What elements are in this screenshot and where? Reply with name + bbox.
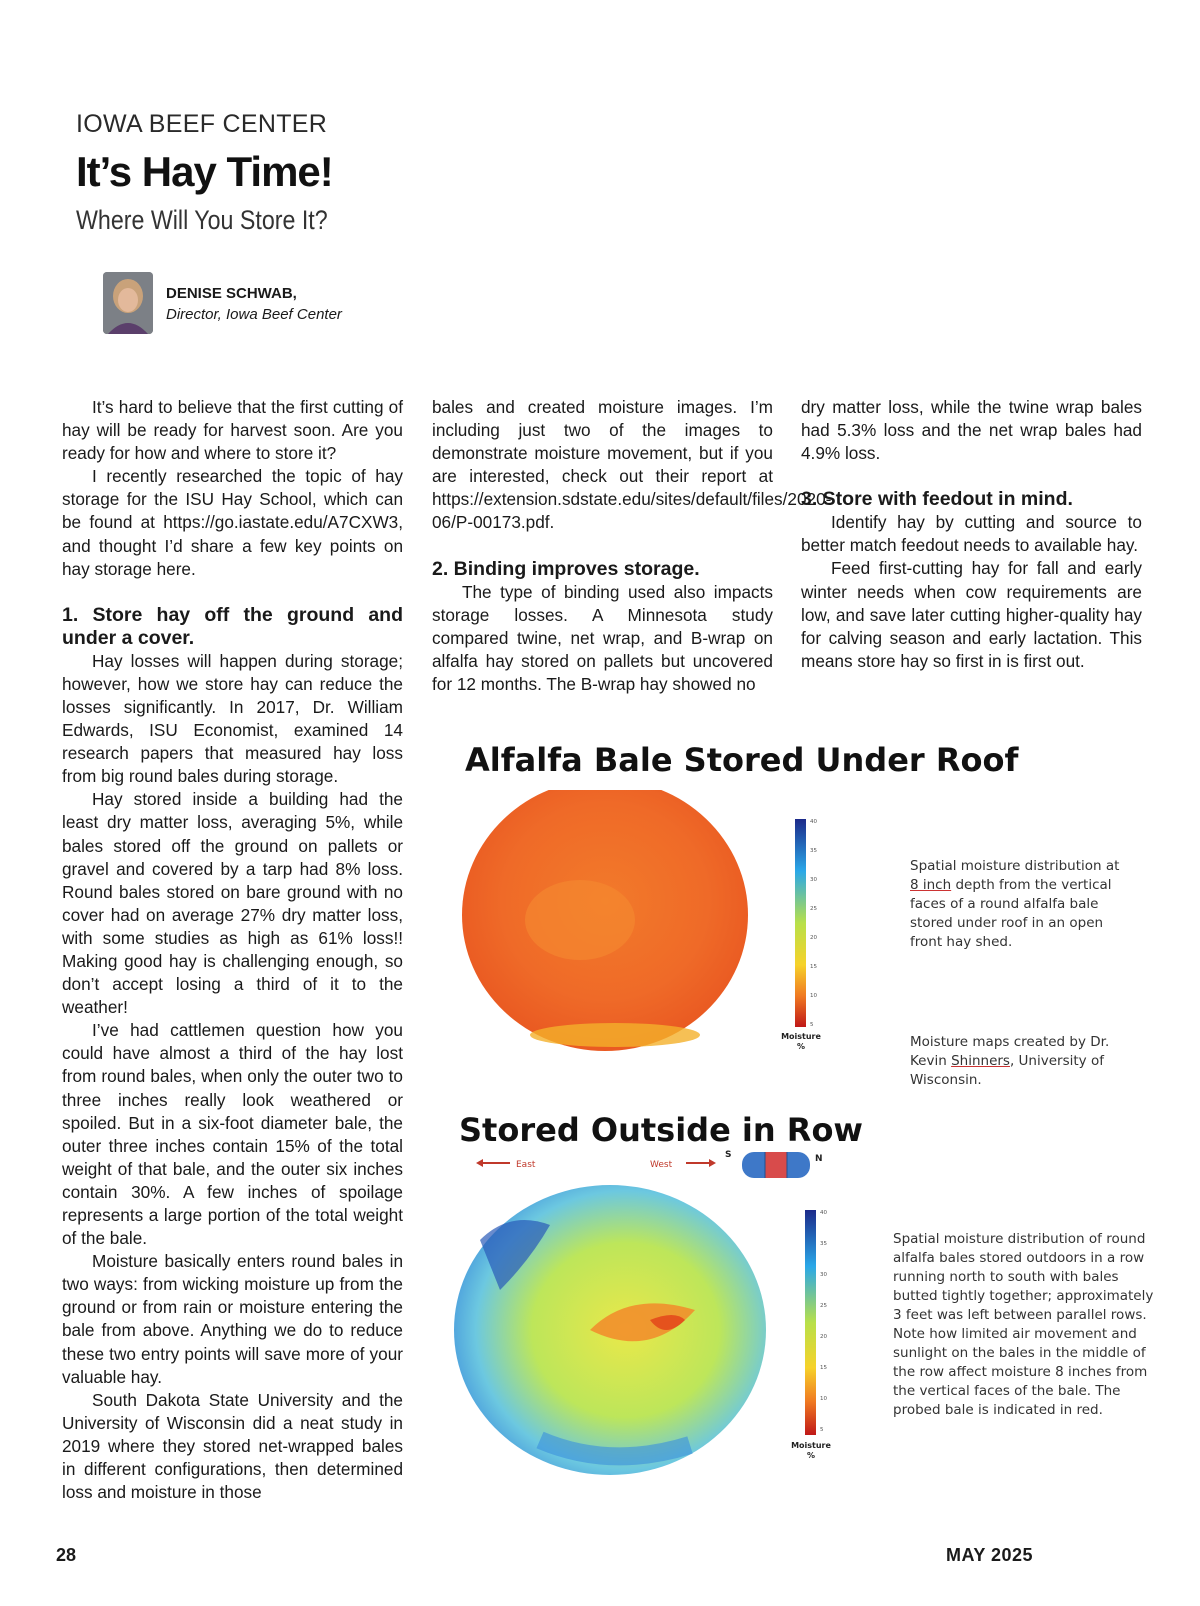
bale-row-icon [742, 1150, 810, 1178]
east-label: East [516, 1160, 536, 1170]
figure-1-title: Alfalfa Bale Stored Under Roof [465, 741, 1019, 779]
section-heading-1: 1. Store hay off the ground and under a cover. [62, 603, 403, 649]
scale-unit: % [796, 1042, 806, 1051]
scale-unit: % [806, 1451, 816, 1460]
paragraph: Hay stored inside a building had the least dry matter loss, averaging 5%, while bales stored off the ground on pallets or gravel and covered by a tarp had 8% loss. Round bales stored on bare ground with no cover had on average 27% dry matter loss, with some studies as high as 61% loss!! Making good hay is challenging enough, so don’t accept losing a third of it to the weather! [62, 789, 403, 1018]
page-number: 28 [56, 1545, 77, 1565]
north-label: N [815, 1154, 823, 1164]
paragraph: The type of binding used also impacts storage losses. A Minnesota study compared twine, net wrap, and B-wrap on alfalfa hay stored on pallets but uncovered for 12 months. The B-wrap hay showed no [432, 581, 773, 694]
moisture-scale-bar [805, 1210, 816, 1435]
figure-2-caption: Spatial moisture distribution of round alfalfa bales stored outdoors in a row running north to south with bales butted tightly together; approximately 3 feet was left between parallel rows. Note how limited air movement and sunlight on the bales in the middle of the row affect moisture 8 inches from the vertical faces of the bale. The probed bale is indicated in red. [893, 1231, 1154, 1418]
article-title: It’s Hay Time! [76, 148, 333, 195]
scale-tick: 15 [810, 964, 817, 970]
scale-tick: 35 [810, 848, 817, 854]
scale-tick: 10 [820, 1396, 827, 1402]
paragraph: Moisture basically enters round bales in two ways: from wicking moisture up from the ground or from rain or moisture entering the bale from above. Anything we do to reduce these two entry points will save more of your valuable hay. [62, 1251, 403, 1387]
paragraph: Hay losses will happen during storage; however, how we store hay can reduce the losses significantly. In 2017, Dr. William Edwards, ISU Economist, examined 14 research papers that measured hay loss from big round bales during storage. [62, 650, 403, 787]
scale-tick: 5 [820, 1427, 824, 1433]
scale-tick: 40 [810, 819, 817, 825]
scale-tick: 35 [820, 1241, 827, 1247]
figure-2-title: Stored Outside in Row [459, 1111, 863, 1149]
paragraph: I’ve had cattlemen question how you could have almost a third of the hay lost from round bales, when only the outer two to three inches really look weathered or spoiled. But in a six-foot diameter bale, the outer three inches contain 15% of the total weight of that bale, and the outer six inches contain 30%. A few inches of spoilage represents a large portion of the total weight of the bale. [62, 1020, 403, 1249]
scale-label: Moisture [791, 1441, 831, 1450]
scale-tick: 30 [820, 1272, 827, 1278]
scale-tick: 30 [810, 877, 817, 883]
scale-tick: 20 [820, 1334, 827, 1340]
article-column-3 [801, 396, 1142, 673]
paragraph: dry matter loss, while the twine wrap bales had 5.3% loss and the net wrap bales had 4.9% loss. [801, 397, 1142, 464]
paragraph: South Dakota State University and the University of Wisconsin did a neat study in 2019 where they stored net-wrapped bales in different configurations, then determined loss and moisture in those [62, 1389, 403, 1503]
figure-1-caption: Spatial moisture distribution at 8 inch depth from the vertical faces of a round alfalfa bale stored under roof in an open front hay shed. [910, 858, 1120, 950]
section-heading-2: 2. Binding improves storage. [432, 557, 700, 580]
paragraph: bales and created moisture images. I’m including just two of the images to demonstrate moisture movement, but if you are interested, check out their report at https://extension.sdstate.edu/sites/default/files/2020-06/P-00173.pdf. [432, 397, 832, 533]
paragraph: It’s hard to believe that the first cutting of hay will be ready for harvest soon. Are you ready for how and where to store it? [62, 397, 403, 464]
paragraph: I recently researched the topic of hay storage for the ISU Hay School, which can be found at https://go.iastate.edu/A7CXW3, and thought I’d share a few key points on hay storage here. [62, 466, 403, 579]
scale-tick: 15 [820, 1365, 827, 1371]
author-name: DENISE SCHWAB, [166, 285, 297, 302]
author-photo [103, 272, 153, 334]
figure-1-moisture-map [460, 790, 880, 1080]
scale-tick: 20 [810, 935, 817, 941]
article-column-2 [432, 396, 832, 696]
article-subtitle: Where Will You Store It? [76, 205, 328, 235]
scale-tick: 10 [810, 993, 817, 999]
article-column-1 [62, 396, 403, 1504]
scale-tick: 40 [820, 1210, 827, 1216]
probed-bale-indicator [765, 1152, 787, 1178]
west-label: West [650, 1160, 673, 1170]
paragraph: Identify hay by cutting and source to better match feedout needs to available hay. [801, 512, 1142, 556]
figure-1-credit: Moisture maps created by Dr. Kevin Shinners, University of Wisconsin. [910, 1034, 1110, 1088]
scale-tick: 25 [820, 1303, 827, 1309]
scale-tick: 25 [810, 906, 817, 912]
scale-tick: 5 [810, 1022, 814, 1028]
figure-2-moisture-map [450, 1150, 880, 1480]
section-label: IOWA BEEF CENTER [76, 110, 328, 138]
moisture-scale-bar [795, 819, 806, 1027]
section-heading-3: 3. Store with feedout in mind. [801, 488, 1073, 511]
issue-date: MAY 2025 [946, 1545, 1034, 1565]
paragraph: Feed first-cutting hay for fall and early winter needs when cow requirements are low, and save later cutting higher-quality hay for calving season and early lactation. This means store hay so first in is first out. [801, 558, 1142, 671]
south-label: S [725, 1150, 732, 1160]
author-role: Director, Iowa Beef Center [166, 306, 342, 323]
scale-label: Moisture [781, 1032, 821, 1041]
